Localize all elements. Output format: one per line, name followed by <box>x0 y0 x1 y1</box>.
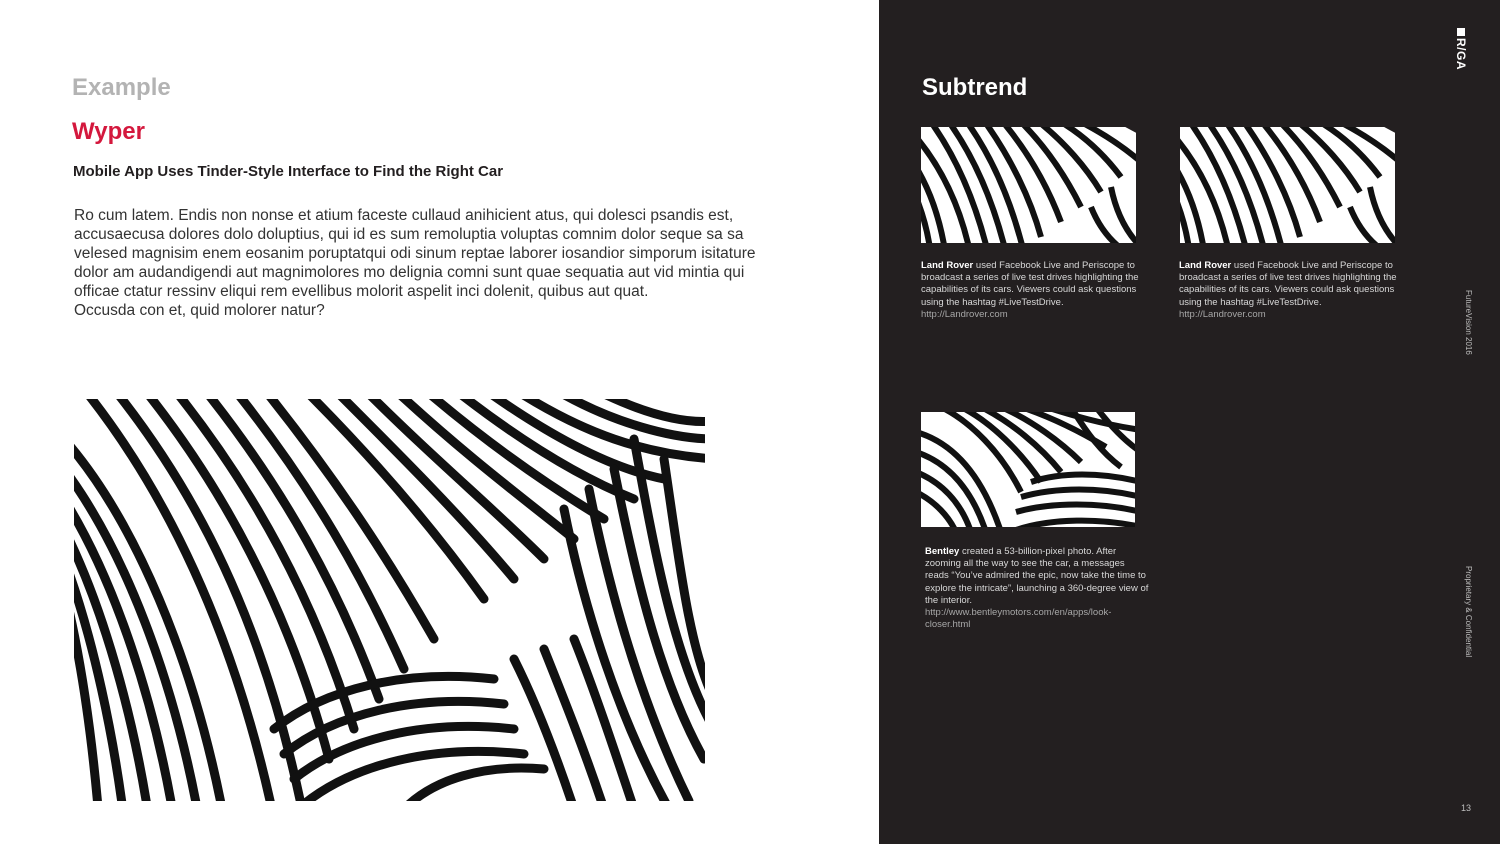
logo-text: R/GA <box>1454 38 1468 70</box>
side-label-futurevision: FutureVision 2016 <box>1464 290 1473 355</box>
page-number: 13 <box>1461 803 1472 813</box>
card-text: used Facebook Live and Periscope to broadcast a series of live test drives highlighting the capabilities of its cars. Viewers could ask questions using the hashtag #LiveTestDrive. <box>1179 260 1397 308</box>
card-url-link[interactable]: http://www.bentleymotors.com/en/apps/look-closer.html <box>925 607 1112 631</box>
page-subtitle: Mobile App Uses Tinder-Style Interface to Find the Right Car <box>73 163 504 180</box>
body-paragraph <box>74 206 794 320</box>
body-line: Occusda con et, quid molorer natur? <box>74 302 325 319</box>
zebra-thumbnail <box>921 412 1135 527</box>
card-text: used Facebook Live and Periscope to broadcast a series of live test drives highlighting the capabilities of its cars. Viewers could ask questions using the hashtag #LiveTestDrive. <box>921 260 1139 308</box>
card-caption-3 <box>925 546 1150 631</box>
body-line: Ro cum latem. Endis non nonse et atium faceste cullaud anihicient atus, qui dolesci psandis est, <box>74 207 734 224</box>
card-brand: Land Rover <box>1179 260 1232 271</box>
hero-pattern-image <box>74 399 705 801</box>
rga-logo <box>1452 28 1472 72</box>
card-brand: Bentley <box>925 546 960 557</box>
body-line: officae ctatur ressinv eliqui rem evellibus molorit aspelit inci dolenit, quibus aut quat. <box>74 283 649 300</box>
card-url-link[interactable]: http://Landrover.com <box>921 308 1008 320</box>
right-panel <box>879 0 1500 844</box>
section-label-example: Example <box>72 74 171 101</box>
card-text: created a 53-billion-pixel photo. After zooming all the way to see the car, a messages reads “You’ve admired the epic, now take the time to explore the intricate”, launching a 360-degree view of the interior. <box>925 546 1149 606</box>
zebra-thumbnail <box>1180 127 1395 243</box>
body-line: accusaecusa dolores dolo doluptius, qui id es sum remoluptia voluptas comnim dolor seque sa sa <box>74 226 744 243</box>
body-line: dolor am audandigendi aut magnimolores mo delignia comni sunt quae sequatia aut vid mintia qui <box>74 264 745 281</box>
section-label-subtrend: Subtrend <box>922 74 1028 101</box>
side-label-confidential: Proprietary & Confidential <box>1464 566 1473 658</box>
card-caption-2 <box>1179 260 1404 321</box>
card-image-3 <box>921 412 1135 527</box>
body-line: velesed magnisim enem eosanim poruptatqui odi sinum reptae laborer iosandior simporum isitature <box>74 245 756 262</box>
logo-square-icon <box>1457 28 1465 36</box>
page-title: Wyper <box>72 118 145 145</box>
zebra-wave-pattern <box>74 399 705 801</box>
card-url-link[interactable]: http://Landrover.com <box>1179 308 1266 320</box>
zebra-thumbnail <box>921 127 1136 243</box>
card-image-2 <box>1180 127 1395 243</box>
card-caption-1 <box>921 260 1146 321</box>
card-image-1 <box>921 127 1136 243</box>
card-brand: Land Rover <box>921 260 974 271</box>
